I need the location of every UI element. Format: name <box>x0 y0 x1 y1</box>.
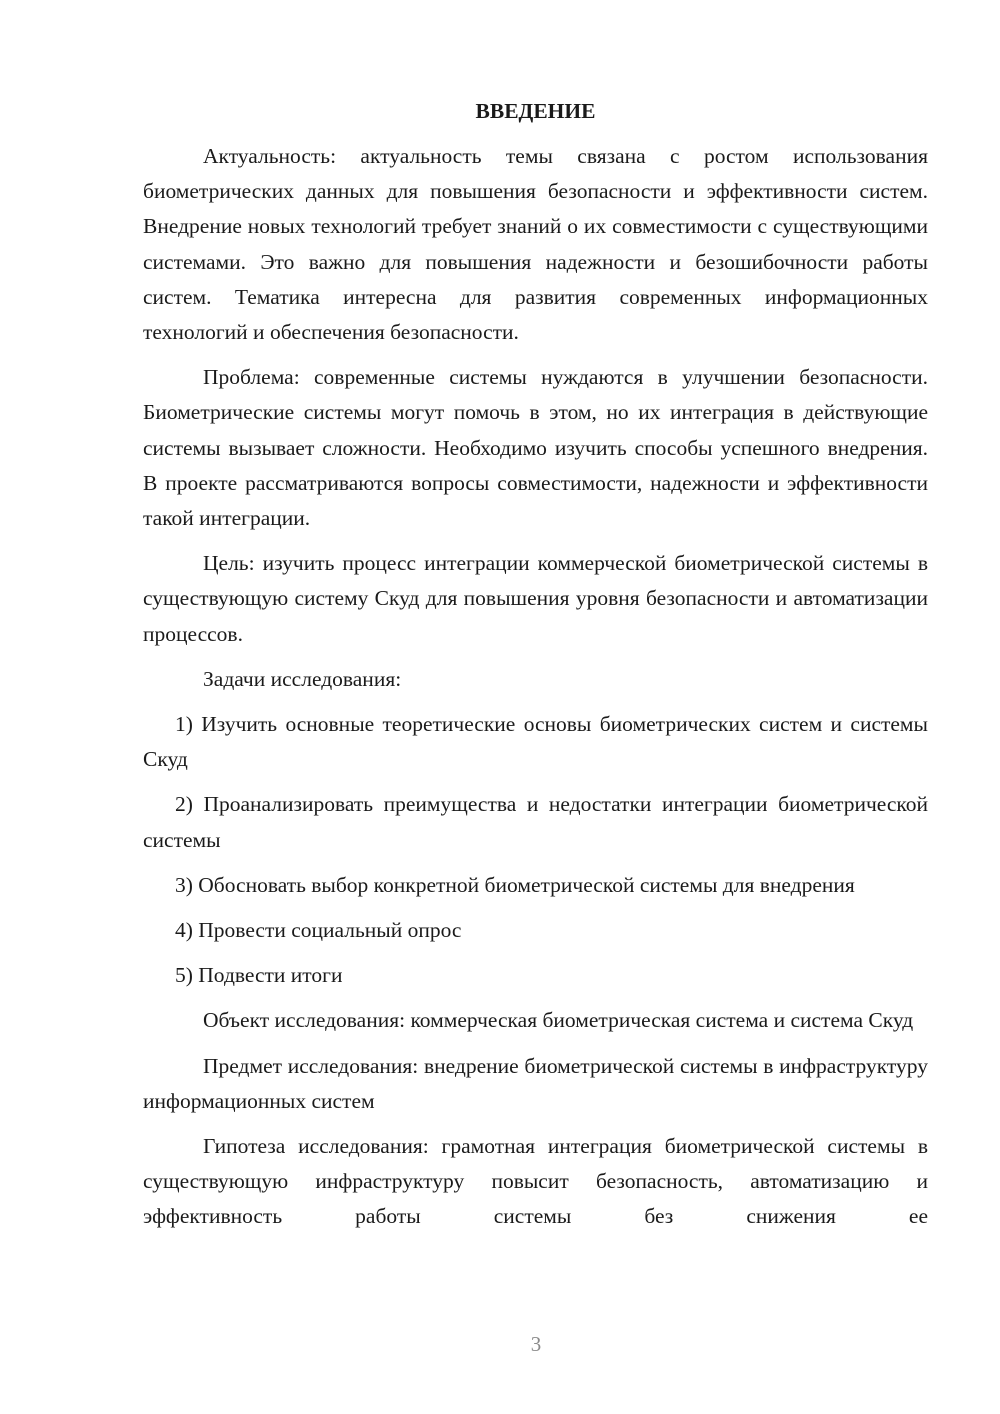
section-title: ВВЕДЕНИЕ <box>475 99 596 123</box>
paragraph-hypothesis: Гипотеза исследования: грамотная интеграция биометрической системы в существующую инфраструктуру повысит безопасность, автоматизацию и эффективность работы системы без снижения ее <box>143 1134 928 1229</box>
task-item: 4) Провести социальный опрос <box>175 918 462 943</box>
task-item: 2) Проанализировать преимущества и недостатки интеграции биометрической системы <box>143 792 928 852</box>
paragraph-goal: Цель: изучить процесс интеграции коммерческой биометрической системы в существующую систему Скуд для повышения уровня безопасности и автоматизации процессов. <box>143 551 928 646</box>
paragraph-problem: Проблема: современные системы нуждаются в улучшении безопасности. Биометрические системы могут помочь в этом, но их интеграция в действующие системы вызывает сложности. Необходимо изучить способы успешного внедрения. В проекте рассматриваются вопросы совместимости, надежности и эффективности такой интеграции. <box>143 365 928 531</box>
paragraph-object: Объект исследования: коммерческая биометрическая система и система Скуд <box>203 1008 914 1033</box>
task-item: 1) Изучить основные теоретические основы биометрических систем и системы Скуд <box>143 712 928 772</box>
tasks-heading: Задачи исследования: <box>203 666 402 691</box>
document-page <box>143 94 928 1245</box>
paragraph-relevance: Актуальность: актуальность темы связана с ростом использования биометрических данных для повышения безопасности и эффективности систем. Внедрение новых технологий требует знаний о их совместимости с существующими системами. Это важно для повышения надежности и безошибочности работы систем. Тематика интересна для развития современных информационных технологий и обеспечения безопасности. <box>143 144 928 345</box>
task-item: 5) Подвести итоги <box>175 963 343 988</box>
task-item: 3) Обосновать выбор конкретной биометрической системы для внедрения <box>175 872 855 897</box>
paragraph-subject: Предмет исследования: внедрение биометрической системы в инфраструктуру информационных систем <box>143 1053 928 1113</box>
page-number: 3 <box>530 1332 542 1356</box>
